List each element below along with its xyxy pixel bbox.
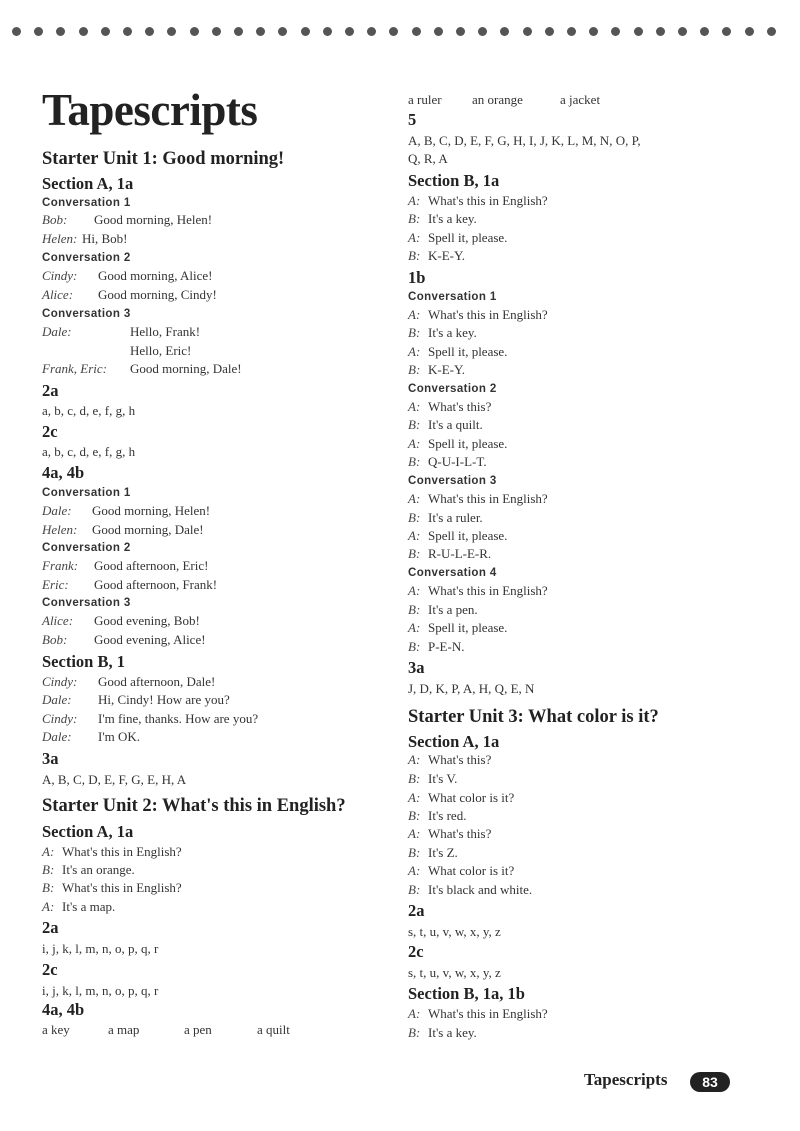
speaker: B:: [408, 454, 421, 469]
word-item: a quilt: [257, 1022, 290, 1037]
dialogue-line: [42, 231, 128, 247]
speaker: B:: [408, 602, 421, 617]
border-dot: [123, 27, 132, 36]
border-dot: [500, 27, 509, 36]
dialogue-line: [408, 362, 465, 378]
utterance: It's an orange.: [62, 862, 135, 877]
speaker: B:: [42, 862, 55, 877]
utterance: Good evening, Alice!: [94, 632, 206, 647]
conversation-label: Conversation 1: [42, 487, 131, 499]
speaker: A:: [408, 790, 421, 805]
letter-list: J, D, K, P, A, H, Q, E, N: [408, 681, 535, 696]
word-item: a pen: [184, 1022, 212, 1037]
dialogue-line: [42, 729, 141, 745]
conversation-label: Conversation 2: [42, 252, 131, 264]
speaker: B:: [408, 771, 421, 786]
conversation-label: Conversation 3: [42, 597, 131, 609]
conversation-label: Conversation 2: [408, 383, 497, 395]
utterance: Good morning, Alice!: [98, 268, 213, 283]
dialogue-line: Hello, Eric!: [130, 343, 192, 358]
border-dot: [545, 27, 554, 36]
dialogue-line: [408, 325, 477, 341]
utterance: Good morning, Dale!: [130, 361, 242, 376]
border-dot: [101, 27, 110, 36]
speaker: B:: [408, 211, 421, 226]
speaker: Bob:: [42, 212, 68, 227]
border-dot: [456, 27, 465, 36]
border-dot: [256, 27, 265, 36]
conversation-label: Conversation 3: [42, 308, 131, 320]
dialogue-line: [42, 268, 213, 284]
dialogue-line: [42, 324, 201, 340]
border-dot: [12, 27, 21, 36]
border-dot: [634, 27, 643, 36]
speaker: Frank:: [42, 558, 79, 573]
dialogue-line: [42, 287, 217, 303]
unit-heading: Starter Unit 2: What's this in English?: [42, 796, 346, 816]
border-dot: [523, 27, 532, 36]
dialogue-line: [42, 361, 242, 377]
letter-list: s, t, u, v, w, x, y, z: [408, 924, 501, 939]
dialogue-line: [42, 613, 200, 629]
speaker: Alice:: [42, 613, 74, 628]
dialogue-line: [408, 211, 477, 227]
utterance: It's a quilt.: [428, 417, 483, 432]
border-dot: [722, 27, 731, 36]
speaker: A:: [408, 620, 421, 635]
dialogue-line: [408, 826, 492, 842]
speaker: A:: [408, 230, 421, 245]
speaker: B:: [408, 845, 421, 860]
dialogue-line: [42, 522, 204, 538]
dialogue-line: [42, 880, 182, 896]
dialogue-line: [408, 1006, 548, 1022]
speaker: A:: [408, 1006, 421, 1021]
utterance: K-E-Y.: [428, 248, 465, 263]
speaker: B:: [408, 1025, 421, 1040]
dialogue-line: [42, 212, 213, 228]
utterance: What's this?: [428, 399, 492, 414]
exercise-heading: 2c: [42, 422, 58, 441]
border-dot: [434, 27, 443, 36]
dialogue-line: [408, 344, 508, 360]
speaker: A:: [408, 826, 421, 841]
utterance: Spell it, please.: [428, 436, 508, 451]
border-dot: [301, 27, 310, 36]
unit-heading: Starter Unit 1: Good morning!: [42, 149, 285, 169]
utterance: R-U-L-E-R.: [428, 546, 492, 561]
border-dot: [589, 27, 598, 36]
speaker: Helen:: [42, 231, 78, 246]
border-dot: [611, 27, 620, 36]
word-item: an orange: [472, 92, 523, 107]
dialogue-line: [42, 862, 135, 878]
conversation-label: Conversation 4: [408, 567, 497, 579]
speaker: A:: [408, 863, 421, 878]
exercise-heading: 2a: [408, 901, 425, 920]
dialogue-line: [408, 639, 465, 655]
utterance: Q-U-I-L-T.: [428, 454, 487, 469]
border-dot: [567, 27, 576, 36]
utterance: It's red.: [428, 808, 467, 823]
page-footer: [580, 1070, 750, 1094]
border-dot: [389, 27, 398, 36]
utterance: What's this in English?: [62, 880, 182, 895]
speaker: B:: [408, 325, 421, 340]
speaker: Dale:: [42, 503, 72, 518]
page-number-badge: 83: [690, 1072, 730, 1092]
speaker: Cindy:: [42, 711, 78, 726]
utterance: What's this in English?: [62, 844, 182, 859]
speaker: Eric:: [42, 577, 69, 592]
speaker: A:: [408, 583, 421, 598]
word-item: a key: [42, 1022, 70, 1037]
dialogue-line: [42, 711, 259, 727]
border-dot: [367, 27, 376, 36]
page-title: Tapescripts: [42, 85, 258, 135]
speaker: Bob:: [42, 632, 68, 647]
exercise-heading: 2c: [42, 960, 58, 979]
dialogue-line: [42, 632, 206, 648]
speaker: A:: [42, 899, 55, 914]
exercise-heading: 3a: [408, 658, 425, 677]
dialogue-line: [408, 491, 548, 507]
dialogue-line: [408, 454, 487, 470]
speaker: A:: [42, 844, 55, 859]
utterance: It's a ruler.: [428, 510, 483, 525]
dialogue-line: [408, 790, 515, 806]
exercise-heading: 4a, 4b: [42, 1000, 85, 1019]
speaker: Cindy:: [42, 268, 78, 283]
speaker: B:: [408, 417, 421, 432]
dialogue-line: [42, 692, 230, 708]
exercise-heading: 2a: [42, 918, 59, 937]
utterance: Good morning, Dale!: [92, 522, 204, 537]
dialogue-line: [408, 193, 548, 209]
border-dot: [190, 27, 199, 36]
dialogue-line: [408, 248, 465, 264]
dialogue-line: [42, 577, 218, 593]
speaker: Dale:: [42, 692, 72, 707]
exercise-heading: 2c: [408, 942, 424, 961]
section-heading: Section B, 1: [42, 652, 125, 671]
dialogue-line: [408, 436, 508, 452]
utterance: What's this in English?: [428, 491, 548, 506]
speaker: B:: [408, 639, 421, 654]
utterance: I'm OK.: [98, 729, 141, 744]
conversation-label: Conversation 1: [42, 197, 131, 209]
dialogue-line: [408, 845, 458, 861]
speaker: Cindy:: [42, 674, 78, 689]
dialogue-line: [408, 771, 458, 787]
dialogue-line: [42, 674, 216, 690]
conversation-label: Conversation 2: [42, 542, 131, 554]
utterance: It's Z.: [428, 845, 458, 860]
letter-list: a, b, c, d, e, f, g, h: [42, 403, 136, 418]
letter-list: A, B, C, D, E, F, G, H, I, J, K, L, M, N, O, P,: [408, 133, 641, 148]
word-item: a jacket: [560, 92, 601, 107]
dialogue-line: [408, 1025, 477, 1041]
utterance: Good morning, Cindy!: [98, 287, 217, 302]
exercise-heading: 5: [408, 110, 417, 129]
exercise-heading: 1b: [408, 268, 426, 287]
dialogue-line: [408, 808, 467, 824]
utterance: What color is it?: [428, 863, 515, 878]
speaker: B:: [408, 546, 421, 561]
speaker: A:: [408, 491, 421, 506]
utterance: Good afternoon, Frank!: [94, 577, 218, 592]
letter-list: a, b, c, d, e, f, g, h: [42, 444, 136, 459]
utterance: Good morning, Helen!: [94, 212, 213, 227]
speaker: B:: [408, 510, 421, 525]
utterance: I'm fine, thanks. How are you?: [98, 711, 259, 726]
section-heading: Section B, 1a, 1b: [408, 984, 525, 1003]
speaker: B:: [408, 362, 421, 377]
utterance: What's this?: [428, 752, 492, 767]
utterance: Spell it, please.: [428, 344, 508, 359]
dialogue-line: [408, 882, 533, 898]
utterance: What's this in English?: [428, 193, 548, 208]
speaker: Alice:: [42, 287, 74, 302]
utterance: It's black and white.: [428, 882, 533, 897]
utterance: Good afternoon, Dale!: [98, 674, 216, 689]
speaker: A:: [408, 752, 421, 767]
speaker: B:: [408, 882, 421, 897]
unit-heading: Starter Unit 3: What color is it?: [408, 707, 659, 727]
dialogue-line: [408, 620, 508, 636]
border-dot: [145, 27, 154, 36]
border-dot: [79, 27, 88, 36]
dialogue-line: [408, 399, 492, 415]
border-dot: [56, 27, 65, 36]
border-dot: [234, 27, 243, 36]
section-heading: Section A, 1a: [408, 732, 500, 751]
utterance: Hi, Bob!: [82, 231, 128, 246]
section-heading: Section B, 1a: [408, 171, 500, 190]
utterance: Spell it, please.: [428, 528, 508, 543]
dialogue-line: [42, 899, 116, 915]
dialogue-line: [408, 602, 478, 618]
letter-list: A, B, C, D, E, F, G, E, H, A: [42, 772, 187, 787]
letter-list: Q, R, A: [408, 151, 448, 166]
utterance: Spell it, please.: [428, 230, 508, 245]
utterance: Good morning, Helen!: [92, 503, 211, 518]
utterance: Hello, Frank!: [130, 324, 201, 339]
dialogue-line: [408, 417, 483, 433]
dialogue-line: [408, 528, 508, 544]
dialogue-line: [408, 752, 492, 768]
utterance: It's a map.: [62, 899, 116, 914]
border-dot: [323, 27, 332, 36]
word-item: a ruler: [408, 92, 442, 107]
border-dot: [345, 27, 354, 36]
dialogue-line: [408, 230, 508, 246]
decorative-dot-border: [12, 27, 792, 39]
utterance: Good afternoon, Eric!: [94, 558, 209, 573]
dialogue-line: [408, 307, 548, 323]
dialogue-line: [42, 844, 182, 860]
border-dot: [167, 27, 176, 36]
utterance: What's this in English?: [428, 307, 548, 322]
speaker: A:: [408, 399, 421, 414]
utterance: What's this in English?: [428, 1006, 548, 1021]
dialogue-line: [42, 558, 209, 574]
speaker: A:: [408, 528, 421, 543]
letter-list: i, j, k, l, m, n, o, p, q, r: [42, 941, 159, 956]
border-dot: [478, 27, 487, 36]
utterance: Hi, Cindy! How are you?: [98, 692, 230, 707]
dialogue-line: [408, 510, 483, 526]
border-dot: [678, 27, 687, 36]
exercise-heading: 4a, 4b: [42, 463, 85, 482]
speaker: A:: [408, 344, 421, 359]
utterance: It's a key.: [428, 1025, 477, 1040]
utterance: It's V.: [428, 771, 458, 786]
dialogue-line: [42, 503, 211, 519]
conversation-label: Conversation 3: [408, 475, 497, 487]
utterance: It's a pen.: [428, 602, 478, 617]
border-dot: [700, 27, 709, 36]
speaker: Dale:: [42, 729, 72, 744]
speaker: A:: [408, 193, 421, 208]
speaker: A:: [408, 307, 421, 322]
speaker: Helen:: [42, 522, 78, 537]
dialogue-line: [408, 546, 492, 562]
border-dot: [745, 27, 754, 36]
utterance: Good evening, Bob!: [94, 613, 200, 628]
letter-list: i, j, k, l, m, n, o, p, q, r: [42, 983, 159, 998]
speaker: Frank, Eric:: [42, 361, 107, 376]
border-dot: [278, 27, 287, 36]
border-dot: [212, 27, 221, 36]
speaker: B:: [408, 248, 421, 263]
section-heading: Section A, 1a: [42, 174, 134, 193]
utterance: It's a key.: [428, 211, 477, 226]
speaker: Dale:: [42, 324, 72, 339]
utterance: What color is it?: [428, 790, 515, 805]
dialogue-line: [408, 863, 515, 879]
utterance: K-E-Y.: [428, 362, 465, 377]
border-dot: [656, 27, 665, 36]
utterance: What's this in English?: [428, 583, 548, 598]
utterance: Spell it, please.: [428, 620, 508, 635]
section-heading: Section A, 1a: [42, 822, 134, 841]
conversation-label: Conversation 1: [408, 291, 497, 303]
exercise-heading: 2a: [42, 381, 59, 400]
speaker: B:: [408, 808, 421, 823]
word-item: a map: [108, 1022, 140, 1037]
letter-list: s, t, u, v, w, x, y, z: [408, 965, 501, 980]
speaker: B:: [42, 880, 55, 895]
dialogue-line: [408, 583, 548, 599]
border-dot: [34, 27, 43, 36]
speaker: A:: [408, 436, 421, 451]
utterance: It's a key.: [428, 325, 477, 340]
utterance: P-E-N.: [428, 639, 465, 654]
exercise-heading: 3a: [42, 749, 59, 768]
border-dot: [412, 27, 421, 36]
utterance: What's this?: [428, 826, 492, 841]
footer-label: Tapescripts: [584, 1070, 668, 1089]
border-dot: [767, 27, 776, 36]
